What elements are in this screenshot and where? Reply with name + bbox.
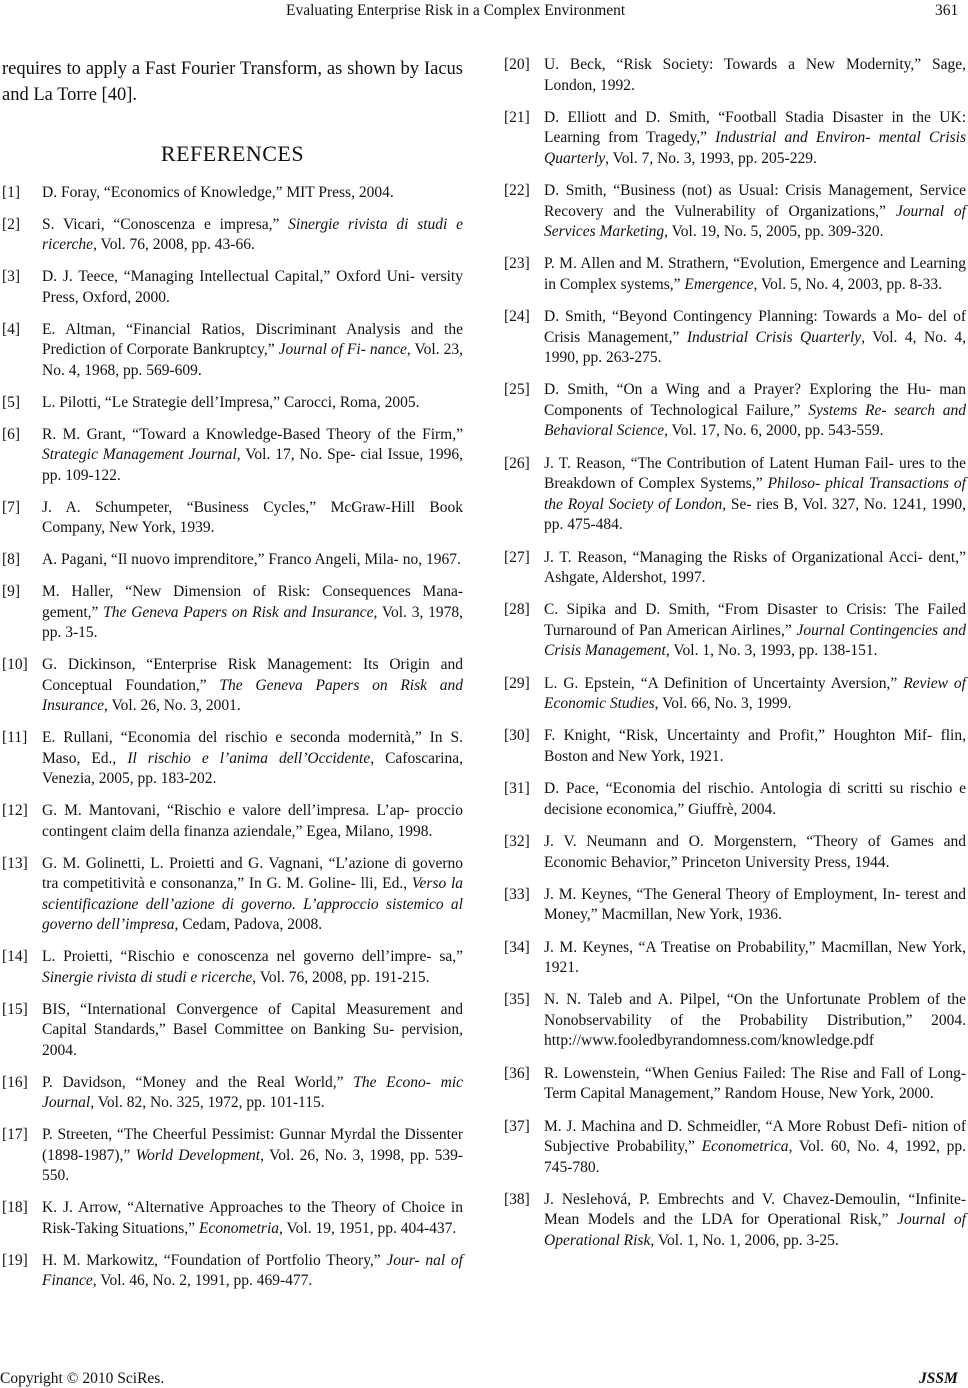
intro-paragraph: requires to apply a Fast Fourier Transform, as shown by Iacus and La Torre [40]. bbox=[2, 59, 463, 105]
page-number: 361 bbox=[935, 2, 959, 19]
reference-item bbox=[2, 582, 463, 644]
reference-item bbox=[2, 1073, 463, 1114]
reference-number: [7] bbox=[2, 498, 21, 516]
right-column bbox=[504, 55, 966, 1263]
reference-number: [35] bbox=[504, 991, 530, 1009]
reference-number: [30] bbox=[504, 727, 530, 745]
reference-text: E. Rullani, “Economia del rischio e seconda modernità,” In S. Maso, Ed., Il rischio e l’anima dell’Occidente, Cafoscarina, Venezia, 2005, pp. 183-202. bbox=[42, 729, 463, 787]
reference-item bbox=[504, 885, 966, 926]
reference-list-right bbox=[504, 55, 966, 1251]
reference-number: [34] bbox=[504, 938, 530, 956]
reference-item bbox=[2, 498, 463, 539]
reference-item bbox=[2, 320, 463, 382]
reference-number: [8] bbox=[2, 551, 21, 568]
reference-item bbox=[2, 728, 463, 790]
reference-item bbox=[504, 181, 966, 243]
reference-number: [21] bbox=[504, 108, 530, 126]
reference-number: [19] bbox=[2, 1251, 28, 1269]
reference-item bbox=[504, 938, 966, 979]
reference-item bbox=[2, 947, 463, 988]
reference-number: [37] bbox=[504, 1117, 530, 1135]
reference-text: D. Smith, “Beyond Contingency Planning: Towards a Mo- del of Crisis Management,” Industrial Crisis Quarterly, Vol. 4, No. 4, 1990, pp. 263-275. bbox=[544, 308, 966, 367]
reference-item bbox=[2, 655, 463, 717]
reference-text: G. M. Mantovani, “Rischio e valore dell’impresa. L’ap- proccio contingent claim della finanza aziendale,” Egea, Milano, 1998. bbox=[42, 802, 463, 840]
reference-item bbox=[504, 108, 966, 170]
reference-text: J. T. Reason, “The Contribution of Latent Human Fail- ures to the Breakdown of Complex Systems,” Philoso- phical Transactions of the Royal Society of London, Se- ries B, Vol. 327, No. 1241, 1990, pp. 475-484. bbox=[544, 454, 966, 534]
reference-item bbox=[504, 454, 966, 536]
reference-item bbox=[2, 1251, 463, 1292]
reference-list-left bbox=[2, 183, 463, 1292]
reference-item bbox=[2, 267, 463, 308]
reference-text: L. Proietti, “Rischio e conoscenza nel governo dell’impre- sa,” Sinergie rivista di studi e ricerche, Vol. 76, 2008, pp. 191-215. bbox=[42, 948, 463, 986]
reference-item bbox=[504, 254, 966, 295]
reference-item bbox=[2, 215, 463, 256]
reference-number: [24] bbox=[504, 308, 530, 326]
reference-text: L. G. Epstein, “A Definition of Uncertainty Aversion,” Review of Economic Studies, Vol. 66, No. 3, 1999. bbox=[544, 674, 966, 713]
reference-number: [15] bbox=[2, 1000, 28, 1018]
reference-text: H. M. Markowitz, “Foundation of Portfolio Theory,” Jour- nal of Finance, Vol. 46, No. 2, 1991, pp. 469-477. bbox=[42, 1251, 463, 1289]
reference-item bbox=[2, 854, 463, 936]
copyright-notice: Copyright © 2010 SciRes. bbox=[0, 1370, 165, 1387]
reference-text: N. N. Taleb and A. Pilpel, “On the Unfortunate Problem of the Nonobservability of the Probability Distribution,” 2004. http://www.fooledbyrandomness.com/knowledge.pdf bbox=[544, 991, 966, 1050]
reference-item bbox=[504, 600, 966, 662]
reference-text: J. Neslehová, P. Embrechts and V. Chavez-Demoulin, “Infinite-Mean Models and the LDA for Operational Risk,” Journal of Operational Risk, Vol. 1, No. 1, 2006, pp. 3-25. bbox=[544, 1190, 966, 1249]
reference-item bbox=[504, 1117, 966, 1179]
reference-item bbox=[2, 1125, 463, 1187]
reference-text: M. Haller, “New Dimension of Risk: Consequences Mana- gement,” The Geneva Papers on Risk and Insurance, Vol. 3, 1978, pp. 3-15. bbox=[42, 583, 463, 641]
reference-text: R. Lowenstein, “When Genius Failed: The Rise and Fall of Long-Term Capital Management,” Random House, New York, 2000. bbox=[544, 1064, 966, 1103]
reference-item bbox=[504, 832, 966, 873]
reference-text: P. Streeten, “The Cheerful Pessimist: Gunnar Myrdal the Dissenter (1898-1987),” World Development, Vol. 26, No. 3, 1998, pp. 539-550. bbox=[42, 1126, 463, 1184]
reference-text: R. M. Grant, “Toward a Knowledge-Based Theory of the Firm,” Strategic Management Journal, Vol. 17, No. Spe- cial Issue, 1996, pp. 109-122. bbox=[42, 425, 463, 484]
reference-text: A. Pagani, “Il nuovo imprenditore,” Franco Angeli, Mila- no, 1967. bbox=[42, 551, 461, 568]
reference-number: [29] bbox=[504, 674, 530, 692]
reference-number: [18] bbox=[2, 1199, 28, 1216]
reference-text: J. V. Neumann and O. Morgenstern, “Theory of Games and Economic Behavior,” Princeton University Press, 1944. bbox=[544, 833, 966, 871]
reference-text: F. Knight, “Risk, Uncertainty and Profit,” Houghton Mif- flin, Boston and New York, 1921. bbox=[544, 727, 966, 765]
reference-number: [14] bbox=[2, 948, 28, 965]
reference-number: [10] bbox=[2, 656, 28, 673]
reference-item bbox=[504, 1190, 966, 1252]
reference-item bbox=[504, 55, 966, 96]
reference-text: G. M. Golinetti, L. Proietti and G. Vagnani, “L’azione di governo tra competitività e consonanza,” In G. M. Goline- lli, Ed., Verso la scientificazione dell’azione di governo. L’approccio sistemico al governo dell’impresa, Cedam, Padova, 2008. bbox=[42, 854, 463, 933]
reference-item bbox=[504, 990, 966, 1052]
reference-item bbox=[504, 1064, 966, 1105]
reference-item bbox=[504, 779, 966, 820]
reference-text: D. Elliott and D. Smith, “Football Stadia Disaster in the UK: Learning from Tragedy,” Industrial and Environ- mental Crisis Quarterly, Vol. 7, No. 3, 1993, pp. 205-229. bbox=[544, 108, 966, 167]
reference-number: [4] bbox=[2, 320, 21, 338]
reference-number: [11] bbox=[2, 729, 28, 746]
reference-number: [1] bbox=[2, 183, 21, 201]
left-column bbox=[2, 56, 463, 1303]
reference-number: [25] bbox=[504, 381, 530, 399]
reference-text: E. Altman, “Financial Ratios, Discriminant Analysis and the Prediction of Corporate Bankruptcy,” Journal of Fi- nance, Vol. 23, No. 4, 1968, pp. 569-609. bbox=[42, 320, 463, 379]
reference-item bbox=[2, 1000, 463, 1062]
reference-item bbox=[2, 425, 463, 487]
reference-text: M. J. Machina and D. Schmeidler, “A More Robust Defi- nition of Subjective Probability,” Econometrica, Vol. 60, No. 4, 1992, pp. 745-780. bbox=[544, 1117, 966, 1176]
journal-abbreviation: JSSM bbox=[919, 1370, 958, 1387]
reference-number: [12] bbox=[2, 802, 28, 819]
reference-text: D. Smith, “On a Wing and a Prayer? Exploring the Hu- man Components of Technological Failure,” Systems Re- search and Behavioral Science, Vol. 17, No. 6, 2000, pp. 543-559. bbox=[544, 381, 966, 440]
reference-item bbox=[2, 801, 463, 842]
reference-text: D. Pace, “Economia del rischio. Antologia di scritti su rischio e decisione economica,” Giuffrè, 2004. bbox=[544, 780, 966, 818]
reference-number: [31] bbox=[504, 780, 530, 798]
reference-number: [33] bbox=[504, 885, 530, 903]
reference-text: P. M. Allen and M. Strathern, “Evolution, Emergence and Learning in Complex systems,” Emergence, Vol. 5, No. 4, 2003, pp. 8-33. bbox=[544, 255, 966, 293]
reference-number: [5] bbox=[2, 393, 21, 411]
reference-item bbox=[504, 307, 966, 369]
reference-text: BIS, “International Convergence of Capital Measurement and Capital Standards,” Basel Committee on Banking Su- pervision, 2004. bbox=[42, 1000, 463, 1059]
reference-item bbox=[2, 1198, 463, 1239]
reference-number: [17] bbox=[2, 1126, 28, 1143]
reference-number: [23] bbox=[504, 255, 530, 273]
reference-text: D. J. Teece, “Managing Intellectual Capital,” Oxford Uni- versity Press, Oxford, 2000. bbox=[42, 268, 463, 306]
reference-number: [16] bbox=[2, 1073, 28, 1091]
reference-number: [26] bbox=[504, 454, 530, 472]
reference-text: L. Pilotti, “Le Strategie dell’Impresa,” Carocci, Roma, 2005. bbox=[42, 393, 420, 411]
reference-item bbox=[504, 548, 966, 589]
reference-number: [20] bbox=[504, 56, 530, 73]
references-heading: REFERENCES bbox=[160, 141, 305, 166]
reference-text: P. Davidson, “Money and the Real World,” The Econo- mic Journal, Vol. 82, No. 325, 1972, pp. 101-115. bbox=[42, 1073, 464, 1111]
reference-number: [6] bbox=[2, 425, 21, 443]
running-title: Evaluating Enterprise Risk in a Complex Environment bbox=[286, 2, 626, 19]
reference-item bbox=[504, 726, 966, 767]
reference-text: K. J. Arrow, “Alternative Approaches to the Theory of Choice in Risk-Taking Situations,” Econometria, Vol. 19, 1951, pp. 404-437. bbox=[42, 1199, 463, 1237]
reference-number: [9] bbox=[2, 583, 21, 600]
reference-number: [27] bbox=[504, 548, 530, 566]
reference-number: [28] bbox=[504, 601, 530, 619]
reference-number: [13] bbox=[2, 854, 28, 872]
reference-text: J. T. Reason, “Managing the Risks of Organizational Acci- dent,” Ashgate, Aldershot, 1997. bbox=[544, 548, 966, 587]
reference-text: U. Beck, “Risk Society: Towards a New Modernity,” Sage, London, 1992. bbox=[544, 56, 966, 94]
reference-text: J. M. Keynes, “The General Theory of Employment, In- terest and Money,” Macmillan, New York, 1936. bbox=[544, 885, 966, 924]
reference-number: [38] bbox=[504, 1190, 530, 1208]
reference-text: C. Sipika and D. Smith, “From Disaster to Crisis: The Failed Turnaround of Pan American Airlines,” Journal Contingencies and Crisis Management, Vol. 1, No. 3, 1993, pp. 138-151. bbox=[544, 601, 967, 660]
reference-text: J. A. Schumpeter, “Business Cycles,” McGraw-Hill Book Company, New York, 1939. bbox=[42, 498, 463, 536]
reference-text: J. M. Keynes, “A Treatise on Probability,” Macmillan, New York, 1921. bbox=[544, 938, 966, 977]
reference-number: [22] bbox=[504, 182, 530, 200]
reference-text: S. Vicari, “Conoscenza e impresa,” Sinergie rivista di studi e ricerche, Vol. 76, 2008, pp. 43-66. bbox=[42, 215, 463, 253]
reference-number: [2] bbox=[2, 215, 21, 233]
reference-text: G. Dickinson, “Enterprise Risk Management: Its Origin and Conceptual Foundation,” The Geneva Papers on Risk and Insurance, Vol. 26, No. 3, 2001. bbox=[42, 656, 463, 714]
reference-item bbox=[2, 550, 463, 571]
reference-number: [32] bbox=[504, 833, 530, 851]
reference-item bbox=[2, 393, 463, 414]
reference-item bbox=[504, 674, 966, 715]
reference-number: [36] bbox=[504, 1064, 530, 1082]
reference-text: D. Foray, “Economics of Knowledge,” MIT Press, 2004. bbox=[42, 183, 394, 201]
reference-item bbox=[504, 380, 966, 442]
page-header bbox=[0, 0, 968, 22]
reference-text: D. Smith, “Business (not) as Usual: Crisis Management, Service Recovery and the Vulnerability of Organizations,” Journal of Services Marketing, Vol. 19, No. 5, 2005, pp. 309-320. bbox=[544, 182, 966, 241]
reference-number: [3] bbox=[2, 268, 21, 285]
reference-item bbox=[2, 183, 463, 204]
